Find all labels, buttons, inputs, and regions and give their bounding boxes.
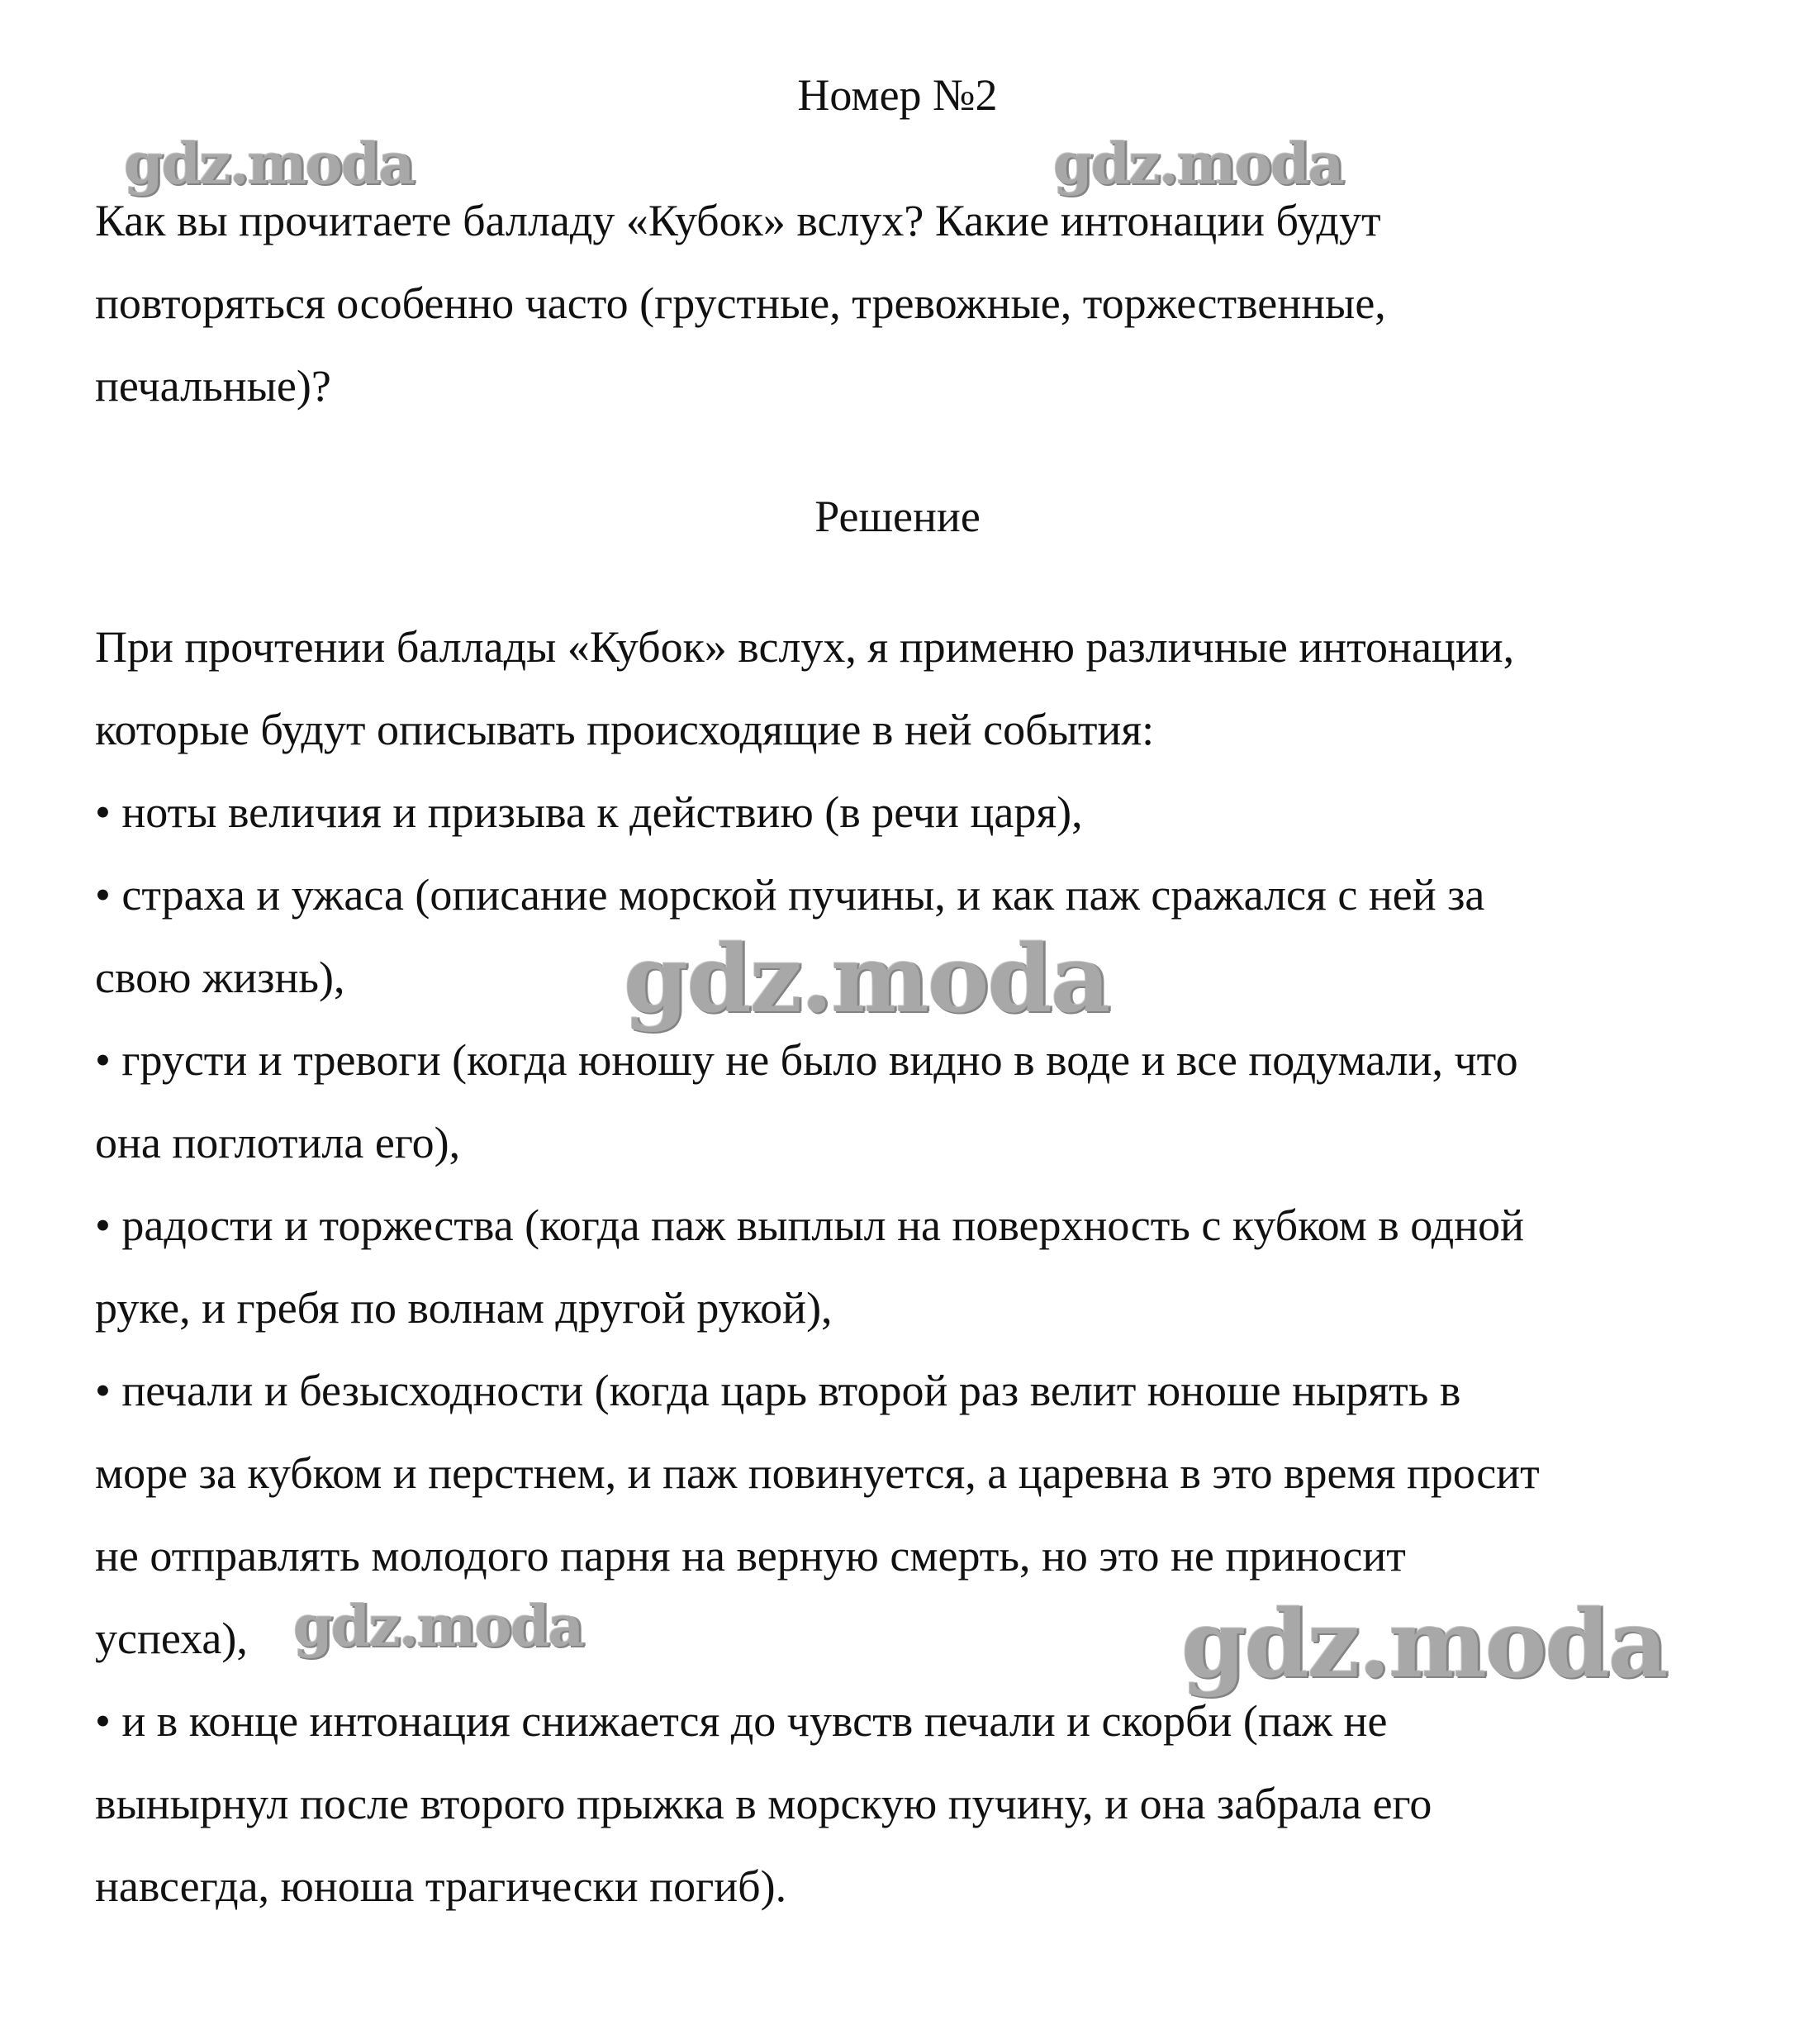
watermark-logo: gdz.moda <box>293 1594 583 1660</box>
answer-line: море за кубком и перстнем, и паж повинуется, а царевна в это время просит <box>95 1448 1540 1498</box>
question-line: повторяться особенно часто (грустные, тревожные, торжественные, <box>95 278 1386 328</box>
answer-line: успеха), <box>95 1614 248 1663</box>
answer-line: При прочтении баллады «Кубок» вслух, я применю различные интонации, <box>95 622 1515 672</box>
answer-line: которые будут описывать происходящие в ней события: <box>95 705 1155 754</box>
answer-bullet-line: • печали и безысходности (когда царь второй раз велит юноше нырять в <box>95 1366 1461 1415</box>
answer-bullet-line: • грусти и тревоги (когда юношу не было видно в воде и все подумали, что <box>95 1035 1518 1085</box>
watermark-logo: gdz.moda <box>1053 131 1343 197</box>
answer-line: навсегда, юноша трагически погиб). <box>95 1861 787 1911</box>
question-line: Как вы прочитаете балладу «Кубок» вслух? Какие интонации будут <box>95 196 1381 245</box>
answer-line: вынырнул после второго прыжка в морскую пучину, и она забрала его <box>95 1779 1432 1828</box>
answer-bullet-line: • и в конце интонация снижается до чувств печали и скорби (паж не <box>95 1696 1388 1746</box>
answer-bullet-line: • страха и ужаса (описание морской пучины, и как паж сражался с ней за <box>95 870 1485 920</box>
question-line: печальные)? <box>95 361 331 411</box>
answer-bullet-line: • ноты величия и призыва к действию (в речи царя), <box>95 787 1083 837</box>
watermark-logo: gdz.moda <box>124 131 414 197</box>
watermark-logo: gdz.moda <box>1181 1590 1667 1699</box>
answer-line: руке, и гребя по волнам другой рукой), <box>95 1283 833 1333</box>
answer-line: не отправлять молодого парня на верную смерть, но это не приносит <box>95 1531 1406 1581</box>
watermark-logo: gdz.moda <box>624 925 1109 1034</box>
solution-title: Решение <box>814 492 981 541</box>
answer-line: она поглотила его), <box>95 1118 461 1167</box>
problem-number-title: Номер №2 <box>797 70 998 120</box>
answer-bullet-line: • радости и торжества (когда паж выплыл на поверхность с кубком в одной <box>95 1200 1524 1250</box>
answer-line: свою жизнь), <box>95 953 345 1002</box>
